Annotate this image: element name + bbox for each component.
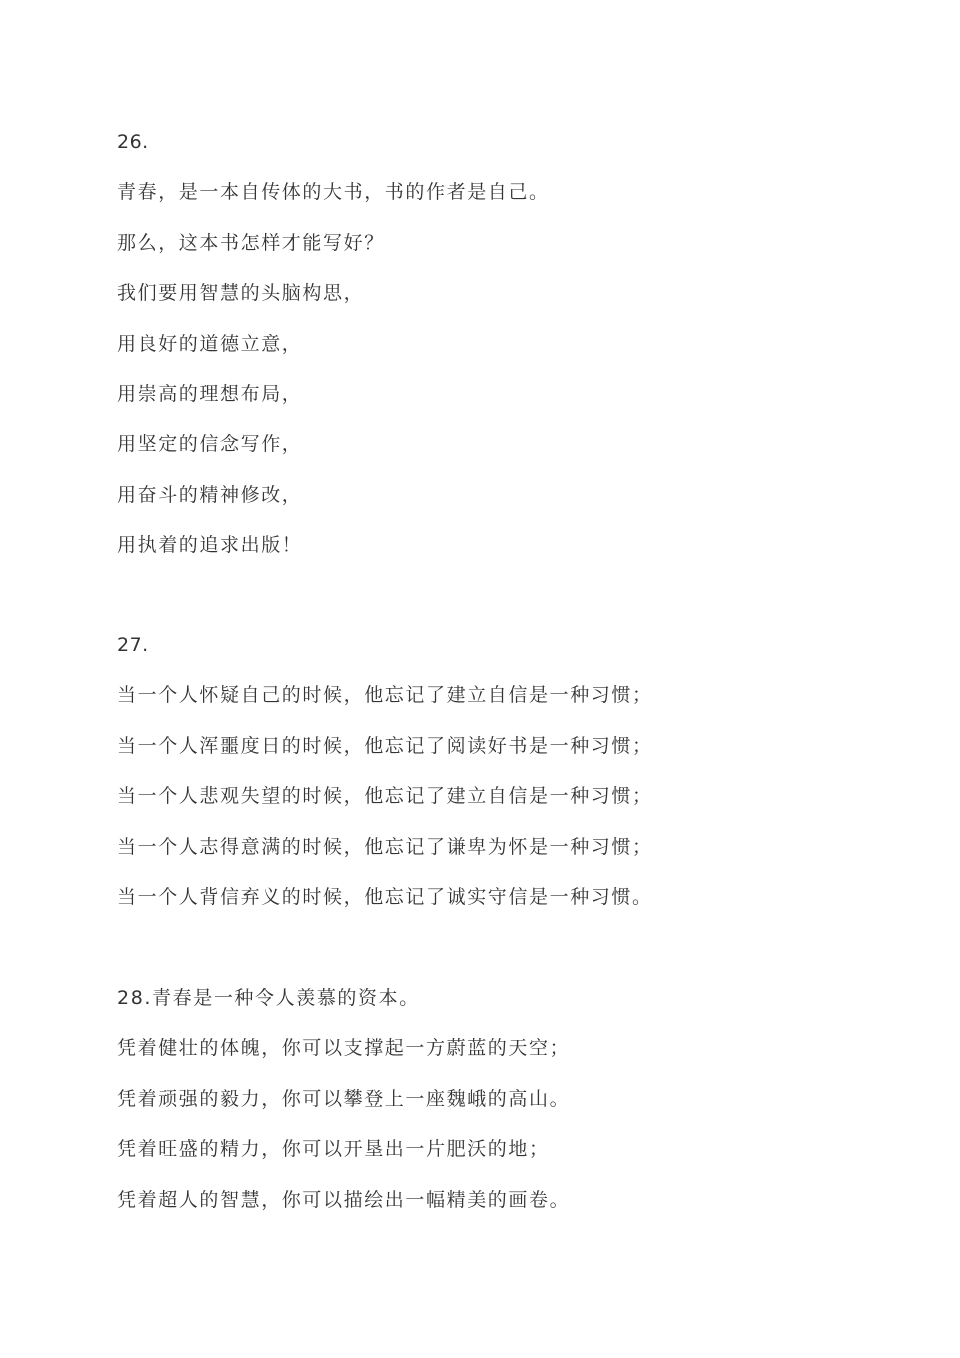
text-line: 当一个人怀疑自己的时候，他忘记了建立自信是一种习惯； [117,684,653,707]
text-line: 我们要用智慧的头脑构思， [117,282,365,305]
text-line: 当一个人浑噩度日的时候，他忘记了阅读好书是一种习惯； [117,734,653,757]
text-line: 用奋斗的精神修改， [117,483,303,506]
text-line: 青春，是一本自传体的大书，书的作者是自己。 [117,181,550,204]
section-26 [117,117,877,571]
text-line: 凭着超人的智慧，你可以描绘出一幅精美的画卷。 [117,1188,571,1211]
text-line: 凭着旺盛的精力，你可以开垦出一片肥沃的地； [117,1138,550,1161]
text-line: 凭着健壮的体魄，你可以支撑起一方蔚蓝的天空； [117,1037,571,1060]
section-heading: 28.青春是一种令人羡慕的资本。 [117,987,420,1009]
section-number: 26. [117,131,149,153]
text-line: 当一个人悲观失望的时候，他忘记了建立自信是一种习惯； [117,785,653,808]
text-line: 凭着顽强的毅力，你可以攀登上一座魏峨的高山。 [117,1087,571,1110]
section-number: 27. [117,634,149,656]
section-27 [117,620,877,922]
text-line: 用崇高的理想布局， [117,382,303,405]
text-line: 当一个人背信弃义的时候，他忘记了诚实守信是一种习惯。 [117,885,653,908]
text-line: 那么，这本书怎样才能写好？ [117,231,385,254]
text-line: 用坚定的信念写作， [117,433,303,456]
text-line: 当一个人志得意满的时候，他忘记了谦卑为怀是一种习惯； [117,835,653,858]
section-28 [117,973,877,1225]
text-line: 用良好的道德立意， [117,332,303,355]
text-line: 用执着的追求出版！ [117,534,303,557]
